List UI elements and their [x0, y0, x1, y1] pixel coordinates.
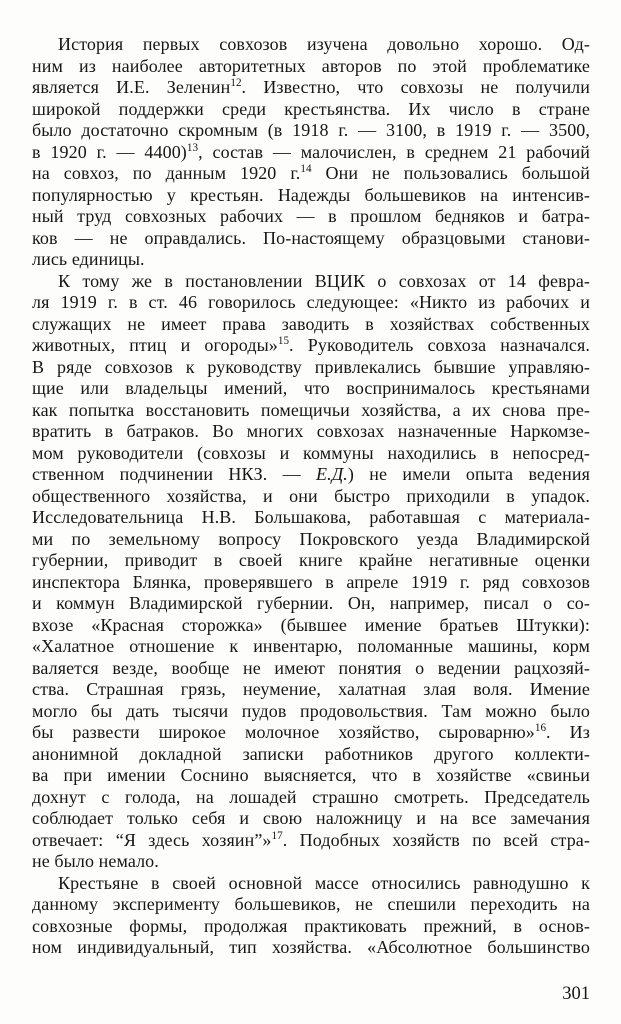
text-line	[32, 765, 590, 787]
text-line	[32, 851, 590, 873]
text-segment: В ряде совхозов к руководству привлекались бывшие управляю-	[32, 356, 590, 377]
footnote-ref: 14	[300, 163, 312, 175]
text-segment: ним из наиболее авторитетных авторов по этой проблематике	[32, 55, 590, 76]
text-segment: мом руководители (совхозы и коммуны находились в непосред-	[32, 442, 590, 463]
text-line	[32, 142, 590, 164]
text-line	[32, 163, 590, 185]
text-line	[32, 636, 590, 658]
text-segment: анонимной докладной записки работников другого коллекти-	[32, 743, 590, 764]
text-segment: является И.Е. Зеленин	[32, 77, 231, 97]
text-line	[32, 271, 590, 293]
text-segment: данному эксперименту большевиков, не спешили переходить на	[32, 894, 590, 914]
text-segment: ) не имели опыта ведения	[347, 464, 590, 484]
text-line	[32, 894, 590, 916]
text-line	[32, 916, 590, 938]
text-line	[32, 550, 590, 572]
text-segment: История первых совхозов изучена довольно хорошо. Од-	[58, 34, 590, 54]
text-segment: могло бы дать тысячи пудов продовольствия. Там можно было	[32, 700, 590, 721]
text-line	[32, 228, 590, 250]
text-line	[32, 529, 590, 551]
text-segment: и коммун Владимирской губернии. Он, например, писал о со-	[32, 593, 590, 613]
text-segment: ва при имении Соснино выясняется, что в хозяйстве «свиньи	[32, 765, 590, 785]
text-segment: . Подобных хозяйств по всей стра-	[282, 829, 590, 850]
text-segment: в 1920 г. — 4400)	[32, 141, 187, 162]
text-segment: валяется везде, вообще не имеют понятия о ведении рацхозяй-	[32, 657, 590, 678]
text-line	[32, 77, 590, 99]
text-line	[32, 679, 590, 701]
text-segment: как попытка восстановить помещичьи хозяйства, а их снова пре-	[32, 399, 590, 420]
text-segment: , состав — малочислен, в среднем 21 рабочий	[198, 141, 590, 162]
text-segment: ном индивидуальный, тип хозяйства. «Абсолютное большинство	[32, 937, 590, 957]
text-segment: «Халатное отношение к инвентарю, поломанные машины, корм	[32, 636, 590, 656]
text-segment: на совхоз, по данным 1920 г.	[32, 163, 301, 183]
text-segment: . Известно, что совхозы не получили	[241, 77, 591, 97]
text-line	[32, 378, 590, 400]
text-line	[32, 808, 590, 830]
footnote-ref: 13	[186, 141, 199, 154]
text-line	[32, 937, 590, 959]
text-line	[32, 744, 590, 766]
text-segment: ства. Страшная грязь, неумение, халатная злая воля. Имение	[32, 679, 590, 699]
text-line	[32, 464, 590, 486]
text-line	[32, 572, 590, 594]
text-segment: было достаточно скромным (в 1918 г. — 3100, в 1919 г. — 3500,	[32, 120, 590, 140]
footnote-ref: 12	[230, 77, 242, 89]
text-segment: бы развести широкое молочное хозяйство, сыроварню»	[32, 722, 535, 742]
text-line	[32, 873, 590, 895]
text-segment: Исследовательница Н.В. Большакова, работавшая с материала-	[32, 507, 590, 527]
text-line	[32, 701, 590, 723]
text-segment: щие или владельцы имений, что воспринималось крестьянами	[32, 378, 590, 398]
text-line	[32, 658, 590, 680]
editor-initials: Е.Д.	[316, 464, 348, 484]
text-line	[32, 99, 590, 121]
text-segment: . Руководитель совхоза назначался.	[289, 335, 590, 355]
text-line	[32, 486, 590, 508]
text-line	[32, 185, 590, 207]
text-line	[32, 357, 590, 379]
text-line	[32, 421, 590, 443]
text-segment: лись единицы.	[32, 249, 145, 269]
text-segment: животных, птиц и огороды»	[32, 335, 278, 355]
text-segment: ственном подчинении НКЗ. —	[32, 464, 317, 484]
text-line	[32, 335, 590, 357]
text-segment: отвечает: “Я здесь хозяин”»	[32, 829, 272, 850]
text-line	[32, 400, 590, 422]
text-line	[32, 787, 590, 809]
text-segment: губернии, приводит в своей книге крайне негативные оценки	[32, 550, 590, 570]
text-line	[32, 206, 590, 228]
text-segment: служащих не имеет права заводить в хозяйствах собственных	[32, 313, 590, 334]
text-line	[32, 615, 590, 637]
text-line	[32, 830, 590, 852]
text-segment: ков — не оправдались. По-настоящему образцовыми станови-	[32, 227, 590, 248]
text-line	[32, 507, 590, 529]
text-segment: соблюдает только себя и свою наложницу и на все замечания	[32, 808, 590, 828]
footnote-ref: 17	[271, 829, 283, 842]
text-segment: Они не пользовались большой	[311, 163, 591, 183]
page-number: 301	[562, 984, 590, 1004]
text-segment: инспектора Блянка, проверявшего в апреле 1919 г. ряд совхозов	[32, 571, 590, 592]
text-line	[32, 593, 590, 615]
text-segment: дохнут с голода, на лошадей страшно смотреть. Председатель	[32, 786, 590, 807]
text-line	[32, 249, 590, 271]
text-segment: ный труд совхозных рабочих — в прошлом бедняков и батра-	[32, 206, 590, 226]
footnote-ref: 16	[534, 722, 547, 734]
text-segment: совхозные формы, продолжая практиковать прежний, в основ-	[32, 915, 590, 936]
text-segment: ми по земельному вопросу Покровского уезда Владимирской	[32, 528, 590, 549]
text-line	[32, 56, 590, 78]
text-line	[32, 120, 590, 142]
text-segment: Крестьяне в своей основной массе относились равнодушно к	[58, 872, 590, 893]
text-line	[32, 443, 590, 465]
footnote-ref: 15	[277, 335, 290, 347]
text-segment: К тому же в постановлении ВЦИК о совхозах от 14 февра-	[58, 270, 590, 291]
text-line	[32, 292, 590, 314]
text-segment: популярностью у крестьян. Надежды большевиков на интенсив-	[32, 184, 590, 205]
text-segment: общественного хозяйства, и они быстро приходили в упадок.	[32, 485, 590, 506]
text-line	[32, 722, 590, 744]
text-segment: ля 1919 г. в ст. 46 говорилось следующее: «Никто из рабочих и	[32, 292, 590, 312]
text-line	[32, 314, 590, 336]
text-segment: вратить в батраков. Во многих совхозах назначенные Наркомзе-	[32, 421, 590, 441]
text-segment: . Из	[546, 722, 590, 742]
text-segment: не было немало.	[32, 851, 159, 871]
text-segment: вхозе «Красная сторожка» (бывшее имение братьев Штукки):	[32, 614, 590, 635]
text-segment: широкой поддержки среди крестьянства. Их число в стране	[32, 98, 590, 119]
text-block	[32, 34, 590, 959]
text-line	[32, 34, 590, 56]
